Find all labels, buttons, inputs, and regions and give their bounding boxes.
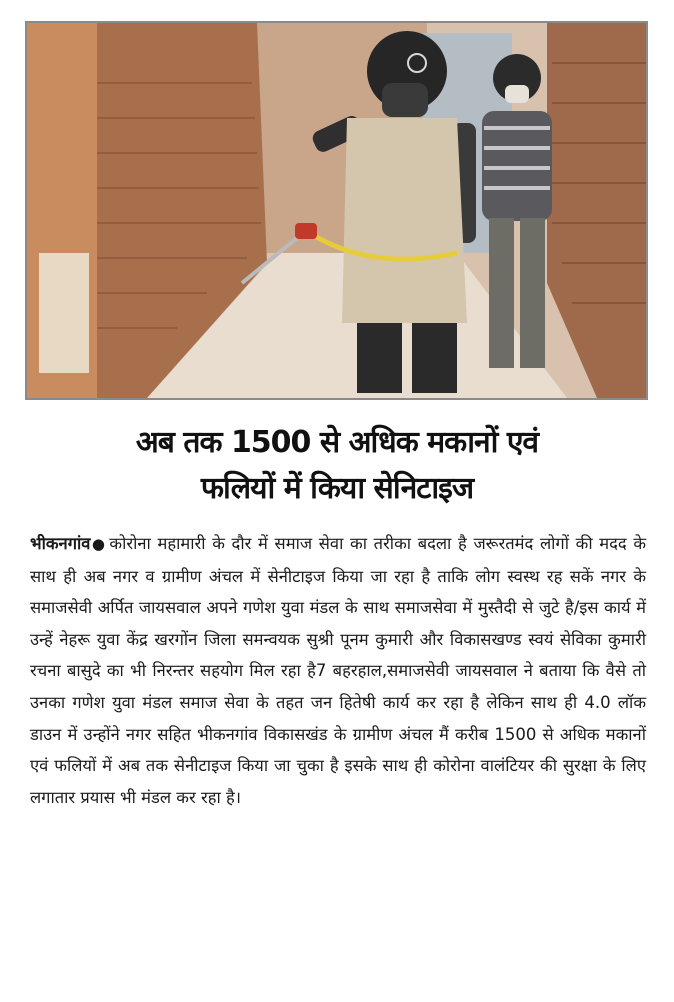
left-window	[39, 253, 89, 373]
headline-line-1: अब तक 1500 से अधिक मकानों एवं	[135, 425, 539, 460]
headline	[20, 420, 654, 512]
dateline: भीकनगांव	[30, 534, 91, 553]
story-text: कोरोना महामारी के दौर में समाज सेवा का तरीका बदला है जरूरतमंद लोगों की मदद के साथ ही अब नगर व ग्रामीण अंचल में सेनीटाइज किया जा रहा है ताकि लोग स्वस्थ रह सकें नगर के समाजसेवी अर्पित जायसवाल अपने गणेश युवा मंडल के साथ समाजसेवा में मुस्तैदी से जुटे है/इस कार्य में उन्हें नेहरू युवा केंद्र खरगोंन जिला समन्वयक सुश्री पूनम कुमारी और विकासखण्ड स्वयं सेविका कुमारी रचना बासुदे का भी निरन्तर सहयोग मिल रहा है7 बहरहाल,समाजसेवी जायसवाल ने बताया कि वैसे तो उनका गणेश युवा मंडल समाज सेवा के तहत जन हितेषी कार्य कर रहा है लेकिन साथ ही 4.0 लॉक डाउन में उन्होंने नगर सहित भीकनगांव विकासखंड के ग्रामीण अंचल मैं करीब 1500 से अधिक मकानों एवं फलियों में अब तक सेनीटाइज किया जा चुका है इसके साथ ही कोरोना वालंटियर की सुरक्षा के लिए लगातार प्रयास भी मंडल कर रहा है।	[30, 534, 647, 807]
headline-line-2: फलियों में किया सेनिटाइज	[200, 471, 474, 506]
photo-illustration	[27, 23, 646, 398]
news-photo	[25, 21, 648, 400]
bullet-icon: ●	[90, 535, 107, 553]
story-body	[30, 528, 646, 813]
